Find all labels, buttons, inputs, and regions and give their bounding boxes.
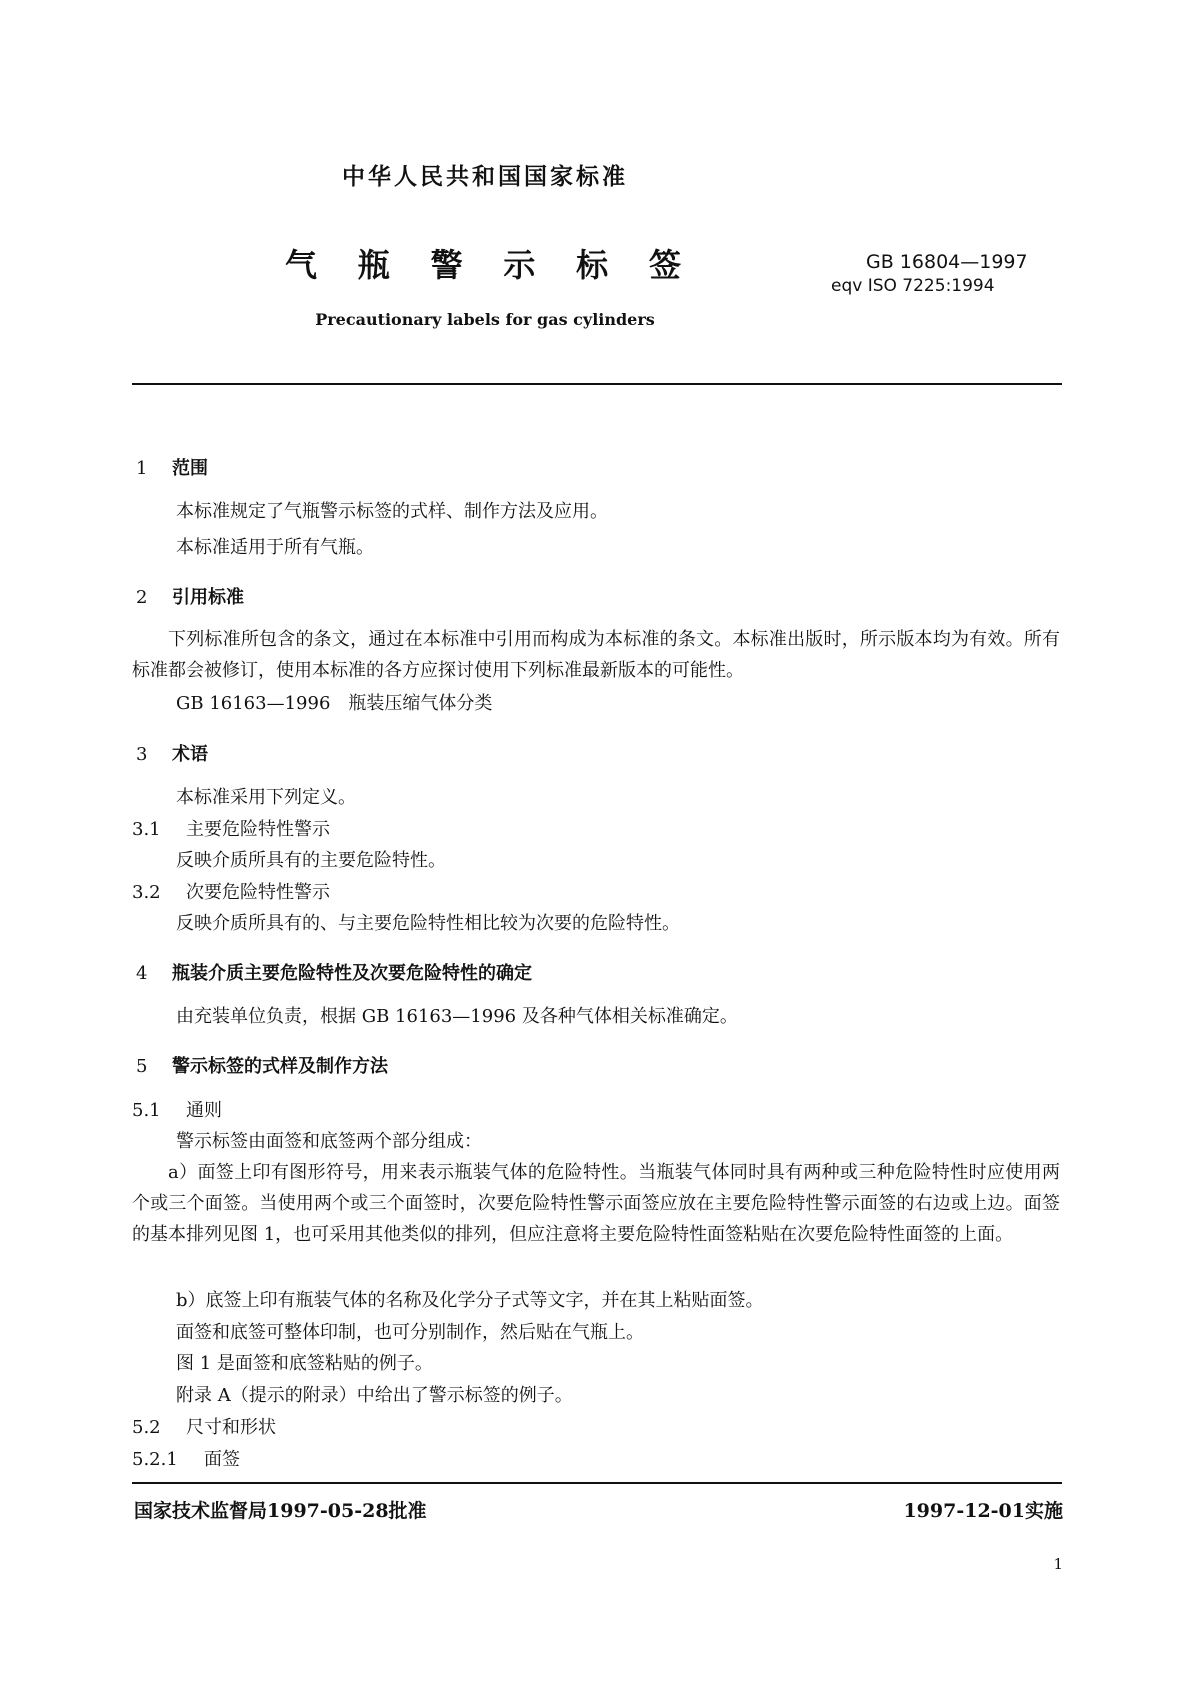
section-title: 术语 bbox=[172, 744, 208, 765]
subsection-number: 3.1 bbox=[132, 819, 161, 840]
page-number: 1 bbox=[1053, 1555, 1063, 1573]
section-title: 范围 bbox=[172, 458, 208, 479]
section-number: 4 bbox=[136, 963, 148, 984]
paragraph: 警示标签由面签和底签两个部分组成： bbox=[176, 1131, 482, 1152]
subsection-title: 主要危险特性警示 bbox=[186, 819, 330, 840]
paragraph: 下列标准所包含的条文，通过在本标准中引用而构成为本标准的条文。本标准出版时，所示版本均为有效。所有标准都会被修订，使用本标准的各方应探讨使用下列标准最新版本的可能性。 bbox=[132, 629, 1060, 681]
section-heading bbox=[136, 583, 244, 609]
implementation-date: 1997-12-01实施 bbox=[903, 1500, 1063, 1522]
definition: 反映介质所具有的主要危险特性。 bbox=[176, 850, 446, 871]
section-title: 警示标签的式样及制作方法 bbox=[172, 1056, 388, 1077]
paragraph: 本标准适用于所有气瓶。 bbox=[176, 537, 374, 558]
reference-entry: GB 16163—1996 瓶装压缩气体分类 bbox=[176, 693, 493, 714]
paragraph: 附录 A（提示的附录）中给出了警示标签的例子。 bbox=[176, 1385, 573, 1406]
subsection-heading bbox=[132, 881, 330, 905]
standard-number: GB 16804—1997 bbox=[866, 251, 1028, 273]
title-char: 标 bbox=[576, 246, 609, 284]
equivalent-standard: eqv ISO 7225:1994 bbox=[831, 276, 995, 296]
subsection-title: 面签 bbox=[204, 1449, 240, 1470]
title-char: 气 bbox=[284, 246, 317, 284]
section-heading bbox=[136, 454, 208, 480]
section-number: 2 bbox=[136, 587, 148, 608]
definition: 反映介质所具有的、与主要危险特性相比较为次要的危险特性。 bbox=[176, 913, 680, 934]
subsection-number: 3.2 bbox=[132, 882, 161, 903]
list-item-a: a）面签上印有图形符号，用来表示瓶装气体的危险特性。当瓶装气体同时具有两种或三种危险特性时应使用两个或三个面签。当使用两个或三个面签时，次要危险特性警示面签应放在主要危险特性警示面签的右边或上边。面签的基本排列见图 1，也可采用其他类似的排列，但应注意将主要危险特性面签粘贴在次要危险特性面签的上面。 bbox=[132, 1162, 1060, 1245]
subsection-title: 次要危险特性警示 bbox=[186, 882, 330, 903]
subsection-heading bbox=[132, 1448, 240, 1472]
title-char: 警 bbox=[430, 246, 463, 284]
title-char: 瓶 bbox=[357, 246, 390, 284]
subsection-heading bbox=[132, 1099, 222, 1123]
standard-number-block bbox=[831, 250, 1028, 298]
section-heading bbox=[136, 959, 532, 985]
section-title: 引用标准 bbox=[172, 587, 244, 608]
subsection-title: 尺寸和形状 bbox=[186, 1417, 276, 1438]
document-title bbox=[283, 240, 683, 286]
section-heading bbox=[136, 1052, 388, 1078]
issuing-authority: 中华人民共和国国家标准 bbox=[342, 163, 628, 190]
section-number: 5 bbox=[136, 1056, 148, 1077]
paragraph: 面签和底签可整体印制，也可分别制作，然后贴在气瓶上。 bbox=[176, 1322, 644, 1343]
section-heading bbox=[136, 740, 208, 766]
subsection-heading bbox=[132, 818, 330, 842]
section-number: 3 bbox=[136, 744, 148, 765]
subsection-number: 5.2 bbox=[132, 1417, 161, 1438]
subsection-number: 5.2.1 bbox=[132, 1449, 178, 1470]
subsection-title: 通则 bbox=[186, 1100, 222, 1121]
paragraph: 本标准规定了气瓶警示标签的式样、制作方法及应用。 bbox=[176, 501, 608, 522]
paragraph: 本标准采用下列定义。 bbox=[176, 787, 356, 808]
footer-divider bbox=[132, 1482, 1062, 1484]
title-char: 签 bbox=[648, 246, 681, 284]
header-divider bbox=[132, 383, 1062, 385]
subsection-number: 5.1 bbox=[132, 1100, 161, 1121]
approval-date: 国家技术监督局1997-05-28批准 bbox=[134, 1500, 427, 1522]
section-number: 1 bbox=[136, 458, 148, 479]
list-item-b: b）底签上印有瓶装气体的名称及化学分子式等文字，并在其上粘贴面签。 bbox=[176, 1290, 764, 1311]
section-title: 瓶装介质主要危险特性及次要危险特性的确定 bbox=[172, 963, 532, 984]
title-char: 示 bbox=[503, 246, 536, 284]
paragraph: 图 1 是面签和底签粘贴的例子。 bbox=[176, 1353, 433, 1374]
english-title: Precautionary labels for gas cylinders bbox=[315, 310, 655, 329]
subsection-heading bbox=[132, 1416, 276, 1440]
paragraph: 由充装单位负责，根据 GB 16163—1996 及各种气体相关标准确定。 bbox=[176, 1006, 738, 1027]
